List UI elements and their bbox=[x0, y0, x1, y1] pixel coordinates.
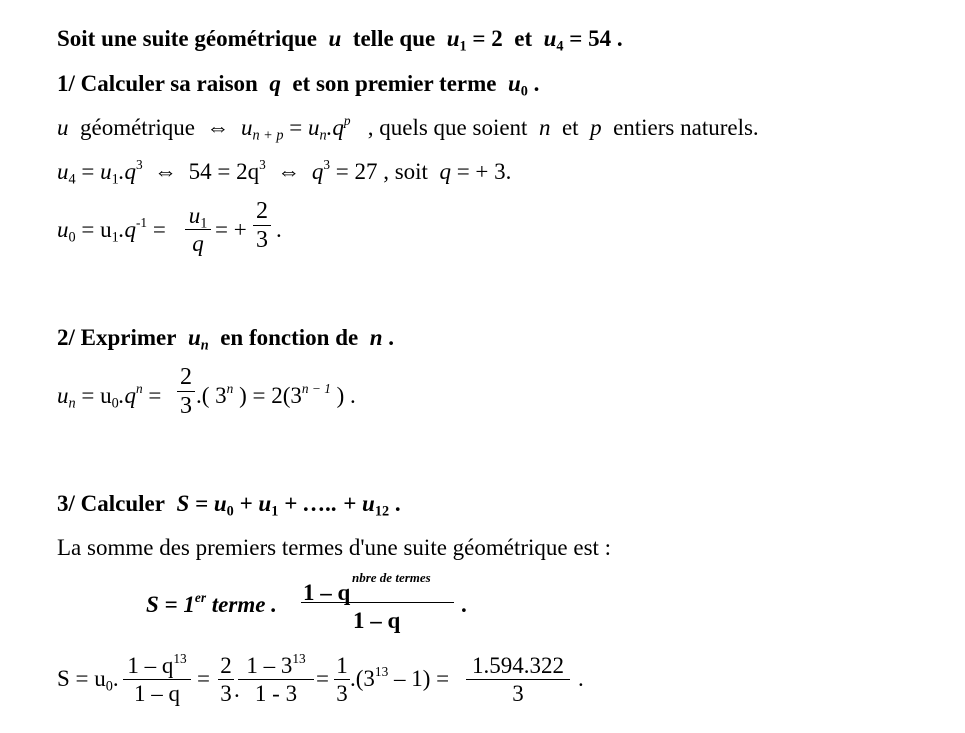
question-3-title: 3/ Calculer $S = u_0 + u_1$ + ….. + $u_{12}$ . bbox=[57, 491, 401, 520]
sum-formula-numerator: 1 – q bbox=[303, 580, 351, 605]
definition-line: u géométrique ⇔ $u_{n + p} = u_n.q^p$ , quels que soient n et p entiers naturels. bbox=[57, 113, 759, 144]
final-eq-2: = bbox=[316, 666, 329, 691]
general-term-line: $u_n = u_0.q^n$ = bbox=[57, 381, 162, 412]
fraction-two-thirds-2: 2 3 bbox=[177, 365, 195, 418]
first-term-equals: = + bbox=[215, 217, 247, 242]
general-term-tail: .( 3$^n$ ) = $2(3^{n - 1}$ ) . bbox=[196, 381, 356, 408]
sum-formula: S = 1er terme . bbox=[146, 590, 277, 617]
question-2-title: 2/ Exprimer $u_n$ en fonction de n . bbox=[57, 325, 394, 354]
final-frac-2: 2 3 bbox=[218, 654, 234, 705]
geometric-sum-intro: La somme des premiers termes d'une suite géométrique est : bbox=[57, 535, 612, 560]
question-1-title: 1/ Calculer sa raison q et son premier terme $u_0$ . bbox=[57, 71, 540, 100]
intro-line: Soit une suite géométrique u telle que $u_1 = 2$ et $u_4 = 54$ . bbox=[57, 26, 623, 55]
final-frac-1: $1 - q^{13}$ 1 – q bbox=[123, 654, 191, 705]
fraction-u1-over-q: $u_1$ q bbox=[185, 204, 211, 255]
final-paren: $.(3^{13} - 1)$ = bbox=[350, 664, 450, 691]
final-frac-3: $1 - 3^{13}$ 1 - 3 bbox=[238, 654, 314, 705]
sum-formula-period: . bbox=[461, 592, 467, 617]
final-frac-4: 1 3 bbox=[334, 654, 350, 705]
sum-formula-bar bbox=[301, 602, 454, 603]
sum-formula-denominator: 1 – q bbox=[353, 608, 401, 633]
final-frac-5: 1.594.322 3 bbox=[466, 654, 570, 705]
final-dot-2: . bbox=[234, 677, 240, 702]
ratio-computation-line: $u_4 = u_1.q^3$ ⇔ $54 = 2q^3$ ⇔ $q^3 = 27$ , soit q = + 3. bbox=[57, 157, 512, 188]
final-sum-lead: $S = u_0$. bbox=[57, 666, 119, 695]
final-period: . bbox=[578, 666, 584, 691]
final-eq-1: = bbox=[197, 666, 210, 691]
first-term-line: $u_0 = u_1.q^{-1}$ = bbox=[57, 215, 166, 246]
fraction-two-thirds: 2 3 bbox=[253, 199, 271, 252]
first-term-period: . bbox=[276, 217, 282, 242]
sum-formula-exponent: nbre de termes bbox=[352, 570, 431, 585]
